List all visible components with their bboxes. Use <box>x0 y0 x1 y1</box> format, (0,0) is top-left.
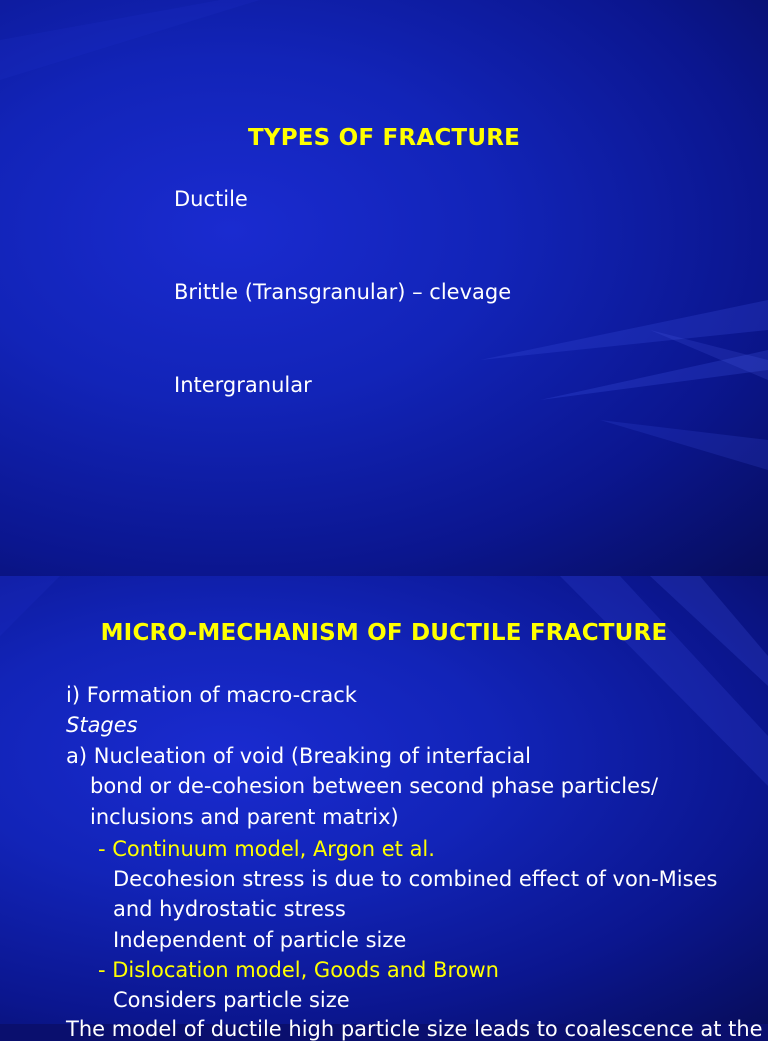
slide-micro-mechanism <box>0 576 768 1041</box>
fracture-type-brittle: Brittle (Transgranular) – clevage <box>174 280 512 304</box>
text-line: Independent of particle size <box>113 928 407 952</box>
text-line: Considers particle size <box>113 988 350 1012</box>
text-line: bond or de-cohesion between second phase particles/ <box>90 774 659 798</box>
dislocation-model-heading: - Dislocation model, Goods and Brown <box>98 958 499 982</box>
fracture-type-intergranular: Intergranular <box>174 373 312 397</box>
stages-label: Stages <box>66 713 138 737</box>
text-line: a) Nucleation of void (Breaking of interfacial <box>66 744 531 768</box>
text-line: Decohesion stress is due to combined effect of von-Mises <box>113 867 718 891</box>
slide-title: TYPES OF FRACTURE <box>247 125 521 151</box>
text-line: i) Formation of macro-crack <box>66 683 357 707</box>
text-line: and hydrostatic stress <box>113 897 346 921</box>
continuum-model-heading: - Continuum model, Argon et al. <box>98 837 435 861</box>
slide-title: MICRO-MECHANISM OF DUCTILE FRACTURE <box>100 620 668 646</box>
fracture-type-ductile: Ductile <box>174 187 248 211</box>
text-line-cut-off: The model of ductile high particle size leads to coalescence at the <box>66 1017 763 1041</box>
text-line: inclusions and parent matrix) <box>90 805 399 829</box>
